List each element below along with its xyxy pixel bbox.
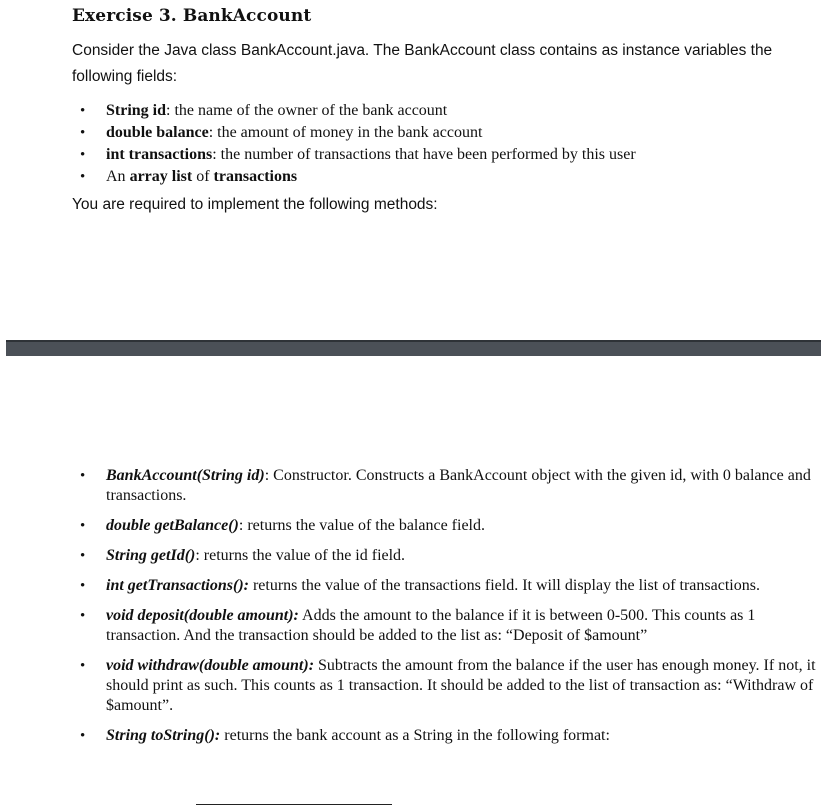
bullet-icon: • (80, 169, 86, 185)
method-signature: void deposit(double amount): (106, 607, 299, 624)
instruction-paragraph: You are required to implement the following methods: (72, 196, 438, 213)
fields-list (72, 100, 636, 188)
intro-paragraph: Consider the Java class BankAccount.java. The BankAccount class contains as instance variables the following fields: (72, 42, 773, 85)
exercise-title: Exercise 3. BankAccount (72, 6, 312, 26)
method-signature: String getId() (106, 547, 196, 564)
method-signature: BankAccount(String id) (106, 467, 265, 484)
bullet-icon: • (80, 608, 86, 624)
method-description: Adds the amount to the balance if it is between 0-500. This counts as 1 transaction. And the transaction should be added to the list as: “Deposit of $amount” (106, 607, 756, 644)
bullet-icon: • (80, 103, 86, 119)
methods-list (72, 466, 832, 756)
list-item (72, 166, 636, 188)
list-item (72, 144, 636, 166)
method-description: returns the value of the transactions field. It will display the list of transactions. (248, 577, 760, 594)
section-divider (6, 340, 821, 356)
field-name: int transactions (106, 146, 213, 163)
bullet-icon: • (80, 578, 86, 594)
bullet-icon: • (80, 658, 86, 674)
bullet-icon: • (80, 468, 86, 484)
method-description: Subtracts the amount from the balance if the user has enough money. If not, it should print as such. This counts as 1 transaction. It should be added to the list of transaction as: “Withdraw of $amount”. (106, 657, 816, 714)
list-item (72, 122, 636, 144)
method-signature: void withdraw(double amount): (106, 657, 315, 674)
field-name: double balance (106, 124, 209, 141)
method-signature: String toString(): (106, 727, 221, 744)
field-desc: An (106, 168, 130, 185)
list-item (72, 516, 832, 536)
method-signature: int getTransactions(): (106, 577, 249, 594)
method-description: : Constructor. Constructs a BankAccount object with the given id, with 0 balance and transactions. (106, 467, 811, 504)
field-name: String id (106, 102, 167, 119)
field-name: transactions (213, 168, 298, 185)
list-item (72, 100, 636, 122)
list-item (72, 726, 832, 746)
bullet-icon: • (80, 125, 86, 141)
method-description: returns the bank account as a String in the following format: (220, 727, 610, 744)
field-name: array list (129, 168, 193, 185)
field-desc: : the amount of money in the bank account (208, 124, 483, 141)
field-desc: : the number of transactions that have been performed by this user (212, 146, 636, 163)
method-description: : returns the value of the id field. (195, 547, 406, 564)
bullet-icon: • (80, 518, 86, 534)
list-item (72, 466, 832, 506)
list-item (72, 606, 832, 646)
bullet-icon: • (80, 728, 86, 744)
field-desc: of (192, 168, 214, 185)
list-item (72, 576, 832, 596)
list-item (72, 656, 832, 716)
method-signature: double getBalance() (106, 517, 239, 534)
format-underline (196, 804, 392, 805)
bullet-icon: • (80, 147, 86, 163)
method-description: : returns the value of the balance field. (238, 517, 485, 534)
bullet-icon: • (80, 548, 86, 564)
field-desc: : the name of the owner of the bank account (166, 102, 448, 119)
list-item (72, 546, 832, 566)
